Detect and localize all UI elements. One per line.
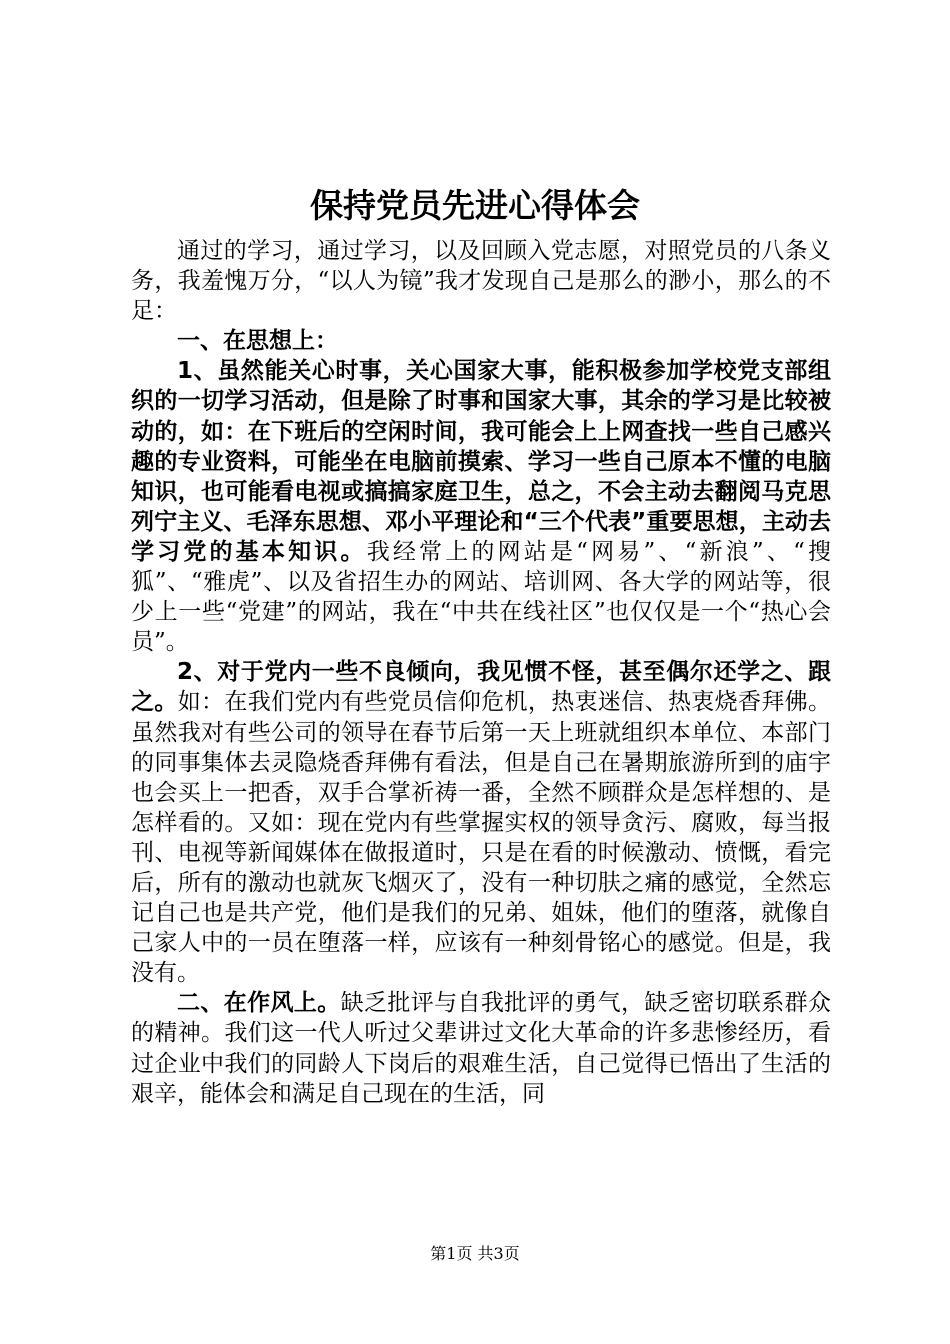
page-footer: 第1页 共3页	[430, 1244, 520, 1263]
paragraph-lead: 1、虽然能关心时事，关心国家大事，能积极参加学校党支部组织的一切学习活动，但是除了时事和国家大事，其余的学习是比较被动的，如：在下班后的空闲时间，我可能会上上网查找一些自己感兴趣的专业资料，可能坐在电脑前摸索、学习一些自己原本不懂的电脑知识，也可能看电视或搞搞家庭卫生，总之，不会主动去翻阅马克思列宁主义、毛泽东思想、邓小平理论和“三个代表”重要思想，主动去学习党的基本知识。	[131, 358, 831, 565]
paragraph-style	[131, 988, 831, 1108]
section-heading-thought	[131, 326, 831, 356]
paragraph-lead: 一、在思想上：	[177, 328, 338, 355]
paragraph-text: 通过的学习，通过学习，以及回顾入党志愿，对照党员的八条义务，我羞愧万分，“以人为镜”我才发现自己是那么的渺小，那么的不足：	[131, 238, 831, 325]
paragraph-text: 如：在我们党内有些党员信仰危机，热衷迷信、热衷烧香拜佛。虽然我对有些公司的领导在春节后第一天上班就组织本单位、本部门的同事集体去灵隐烧香拜佛有看法，但是自己在暑期旅游所到的庙宇也会买上一把香，双手合掌祈祷一番，全然不顾群众是怎样想的、是怎样看的。又如：现在党内有些掌握实权的领导贪污、腐败，每当报刊、电视等新闻媒体在做报道时，只是在看的时候激动、愤慨，看完后，所有的激动也就灰飞烟灭了，没有一种切肤之痛的感觉，全然忘记自己也是共产党，他们是我们的兄弟、姐妹，他们的堕落，就像自己家人中的一员在堕落一样，应该有一种刻骨铭心的感觉。但是，我没有。	[131, 689, 832, 987]
document-body	[131, 236, 831, 1109]
paragraph-lead: 二、在作风上。	[177, 990, 341, 1017]
paragraph-lead: 2、对于党内一些不良倾向，我见惯不怪，甚至偶尔还学之、跟之。	[131, 659, 831, 716]
paragraph-text: 缺乏批评与自我批评的勇气，缺乏密切联系群众的精神。我们这一代人听过父辈讲过文化大革命的许多悲惨经历，看过企业中我们的同龄人下岗后的艰难生活，自己觉得已悟出了生活的艰辛，能体会和满足自己现在的生活，同	[131, 990, 832, 1107]
document-title: 保持党员先进心得体会	[310, 186, 640, 225]
paragraph-intro	[131, 236, 831, 326]
paragraph-text: 我经常上的网站是“网易”、“新浪”、“搜狐”、“雅虎”、以及省招生办的网站、培训网、各大学的网站等，很少上一些“党建”的网站，我在“中共在线社区”也仅仅是一个“热心会员”。	[131, 538, 832, 656]
paragraph-point-1	[131, 356, 831, 657]
paragraph-point-2	[131, 657, 831, 988]
